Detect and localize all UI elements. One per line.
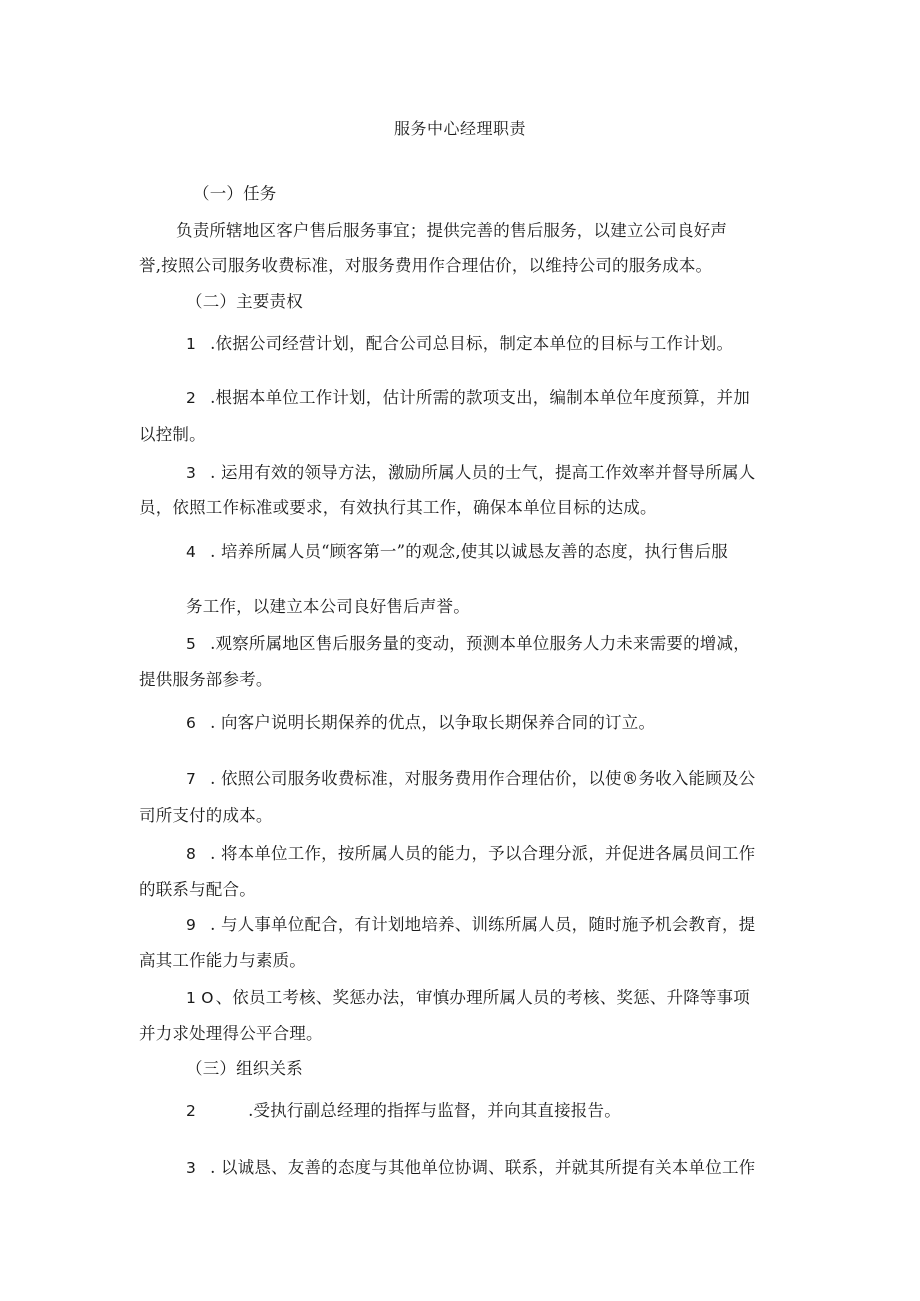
list-item <box>186 1157 755 1179</box>
section-heading-task: （一）任务 <box>193 184 277 203</box>
list-item <box>186 1100 621 1122</box>
list-item <box>186 914 755 936</box>
list-item-number: 1 O <box>186 989 214 1007</box>
list-item <box>186 462 755 484</box>
list-item-continuation: 务工作，以建立本公司良好售后声誉。 <box>186 597 470 616</box>
list-item-text: .依据公司经营计划，配合公司总目标，制定本单位的目标与工作计划。 <box>210 334 734 353</box>
list-item-number: 6 <box>186 714 197 732</box>
list-item-number: 4 <box>186 543 197 561</box>
list-item-number: 5 <box>186 635 197 653</box>
document-title: 服务中心经理职责 <box>393 119 526 138</box>
list-item <box>186 712 655 734</box>
section-heading-organization: （三）组织关系 <box>186 1059 303 1078</box>
list-item-number: 3 <box>186 464 197 482</box>
list-item-continuation: 提供服务部参考。 <box>139 670 273 689</box>
list-item-continuation: 高其工作能力与素质。 <box>139 951 306 970</box>
section-heading-responsibilities: （二）主要责权 <box>186 292 303 311</box>
list-item-number: 2 <box>186 1102 197 1120</box>
list-item-number: 9 <box>186 916 197 934</box>
list-item-continuation: 并力求处理得公平合理。 <box>139 1024 323 1043</box>
list-item-text: . 向客户说明长期保养的优点，以争取长期保养合同的订立。 <box>210 713 656 732</box>
list-item <box>186 333 733 355</box>
list-item-text: . 与人事单位配合，有计划地培养、训练所属人员，随时施予机会教育，提 <box>210 915 756 934</box>
list-item-text: .受执行副总经理的指挥与监督，并向其直接报告。 <box>248 1101 621 1120</box>
list-item-text: . 培养所属人员“顾客第一”的观念,使其以诚恳友善的态度，执行售后服 <box>210 542 728 561</box>
list-item-number: 8 <box>186 845 197 863</box>
list-item-continuation: 司所支付的成本。 <box>139 806 273 825</box>
list-item-text: 、依员工考核、奖惩办法，审慎办理所属人员的考核、奖惩、升降等事项 <box>215 988 750 1007</box>
list-item <box>186 633 750 655</box>
list-item-continuation: 的联系与配合。 <box>139 880 256 899</box>
list-item-number: 2 <box>186 389 197 407</box>
list-item <box>186 987 750 1009</box>
list-item-continuation: 以控制。 <box>139 425 206 444</box>
paragraph-line: 负责所辖地区客户售后服务事宜；提供完善的售后服务，以建立公司良好声 <box>176 221 728 240</box>
list-item-text: . 依照公司服务收费标准，对服务费用作合理估价，以使®务收入能顾及公 <box>210 769 756 788</box>
list-item-number: 7 <box>186 770 197 788</box>
list-item-text: .根据本单位工作计划，估计所需的款项支出，编制本单位年度预算，并加 <box>210 388 750 407</box>
list-item-text: . 运用有效的领导方法，激励所属人员的士气，提高工作效率并督导所属人 <box>210 463 756 482</box>
list-item-continuation: 员，依照工作标准或要求，有效执行其工作，确保本单位目标的达成。 <box>139 498 657 517</box>
list-item <box>186 541 728 563</box>
list-item <box>186 843 755 865</box>
list-item-number: 3 <box>186 1159 197 1177</box>
list-item-text: . 以诚恳、友善的态度与其他单位协调、联系，并就其所提有关本单位工作 <box>210 1158 756 1177</box>
list-item-text: .观察所属地区售后服务量的变动，预测本单位服务人力未来需要的增减， <box>210 634 750 653</box>
list-item <box>186 387 750 409</box>
list-item-number: 1 <box>186 335 197 353</box>
list-item <box>186 768 755 790</box>
list-item-text: . 将本单位工作，按所属人员的能力，予以合理分派，并促进各属员间工作 <box>210 844 756 863</box>
paragraph-line: 誉,按照公司服务收费标准，对服务费用作合理估价，以维持公司的服务成本。 <box>139 256 713 275</box>
